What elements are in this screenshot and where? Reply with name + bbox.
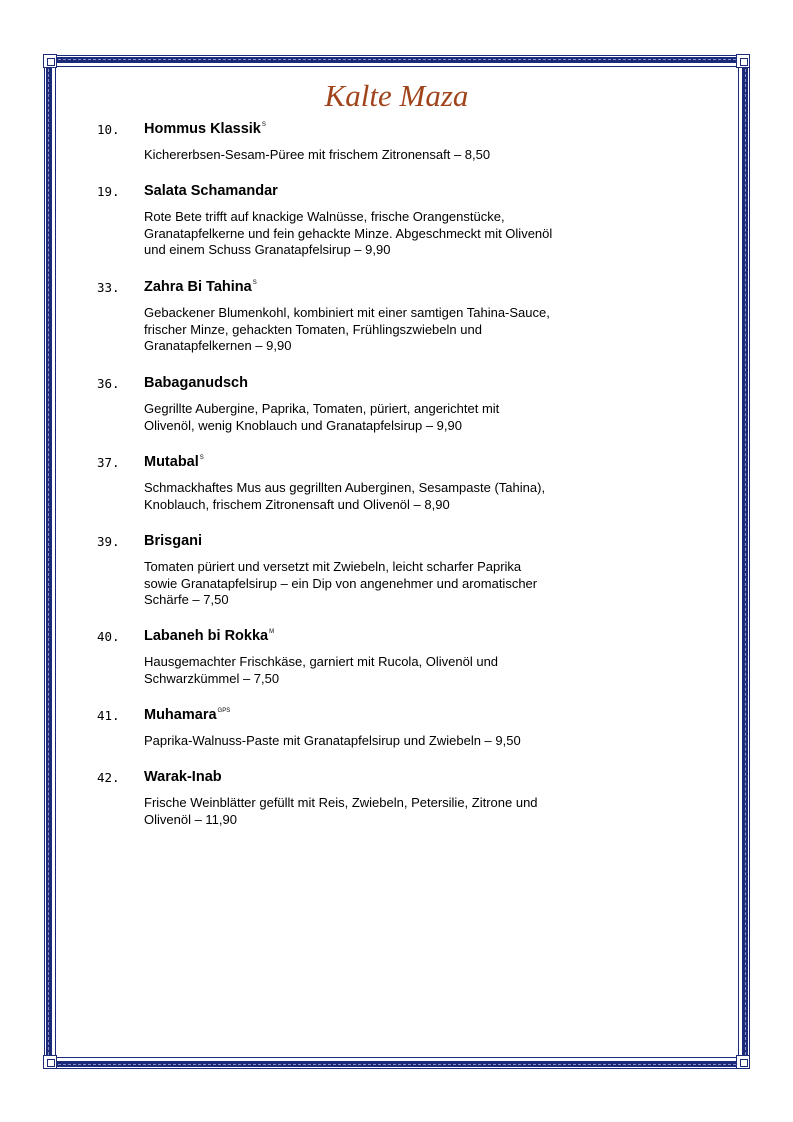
- menu-title: Kalte Maza: [324, 78, 469, 113]
- frame-corner-ornament: [736, 1055, 750, 1069]
- item-description: Rote Bete trifft auf knackige Walnüsse, frische Orangenstücke, Granatapfelkerne und fein gehackte Minze. Abgeschmeckt mit Olivenöl und einem Schuss Granatapfelsirup – 9,90: [144, 209, 553, 257]
- item-number: 37.: [97, 455, 120, 470]
- item-number: 41.: [97, 708, 120, 723]
- item-name: Brisgani: [144, 533, 203, 549]
- item-description: Tomaten püriert und versetzt mit Zwiebeln, leicht scharfer Paprika sowie Granatapfelsirup – ein Dip von angenehmer und aromatischer Schärfe – 7,50: [144, 559, 538, 607]
- allergen-marker: M: [269, 629, 275, 635]
- item-number: 40.: [97, 629, 120, 644]
- item-description: Schmackhaftes Mus aus gegrillten Auberginen, Sesampaste (Tahina), Knoblauch, frischem Zitronensaft und Olivenöl – 8,90: [144, 480, 546, 512]
- item-number: 42.: [97, 770, 120, 785]
- item-number: 10.: [97, 122, 120, 137]
- allergen-marker: S: [199, 455, 204, 461]
- allergen-marker: S: [252, 280, 257, 286]
- item-description: Paprika-Walnuss-Paste mit Granatapfelsirup und Zwiebeln – 9,50: [144, 733, 521, 748]
- item-name: Salata Schamandar: [144, 183, 278, 199]
- item-description: Hausgemachter Frischkäse, garniert mit Rucola, Olivenöl und Schwarzkümmel – 7,50: [144, 654, 499, 686]
- allergen-marker: S: [261, 122, 266, 128]
- item-description: Kichererbsen-Sesam-Püree mit frischem Zitronensaft – 8,50: [144, 147, 491, 162]
- frame-corner-ornament: [736, 54, 750, 68]
- item-number: 36.: [97, 376, 120, 391]
- item-name: Muhamara$^{GPS}$: [144, 707, 231, 723]
- item-description: Gegrillte Aubergine, Paprika, Tomaten, püriert, angerichtet mit Olivenöl, wenig Knoblauch und Granatapfelsirup – 9,90: [144, 401, 500, 433]
- item-name: Mutabal$^S$: [144, 454, 204, 470]
- item-description: Gebackener Blumenkohl, kombiniert mit einer samtigen Tahina-Sauce, frischer Minze, gehackten Tomaten, Frühlingszwiebeln und Granatapfelkernen – 9,90: [144, 305, 550, 353]
- item-name: Babaganudsch: [144, 375, 248, 391]
- item-number: 39.: [97, 534, 120, 549]
- item-name: Hommus Klassik$^S$: [144, 121, 266, 137]
- item-name: Zahra Bi Tahina$^S$: [144, 279, 257, 295]
- item-name: Labaneh bi Rokka$^M$: [144, 628, 275, 644]
- item-description: Frische Weinblätter gefüllt mit Reis, Zwiebeln, Petersilie, Zitrone und Olivenöl – 11,90: [144, 795, 538, 827]
- frame-corner-ornament: [43, 54, 57, 68]
- item-number: 33.: [97, 280, 120, 295]
- frame-corner-ornament: [43, 1055, 57, 1069]
- item-number: 19.: [97, 184, 120, 199]
- item-name: Warak-Inab: [144, 769, 222, 785]
- allergen-marker: GPS: [217, 708, 231, 714]
